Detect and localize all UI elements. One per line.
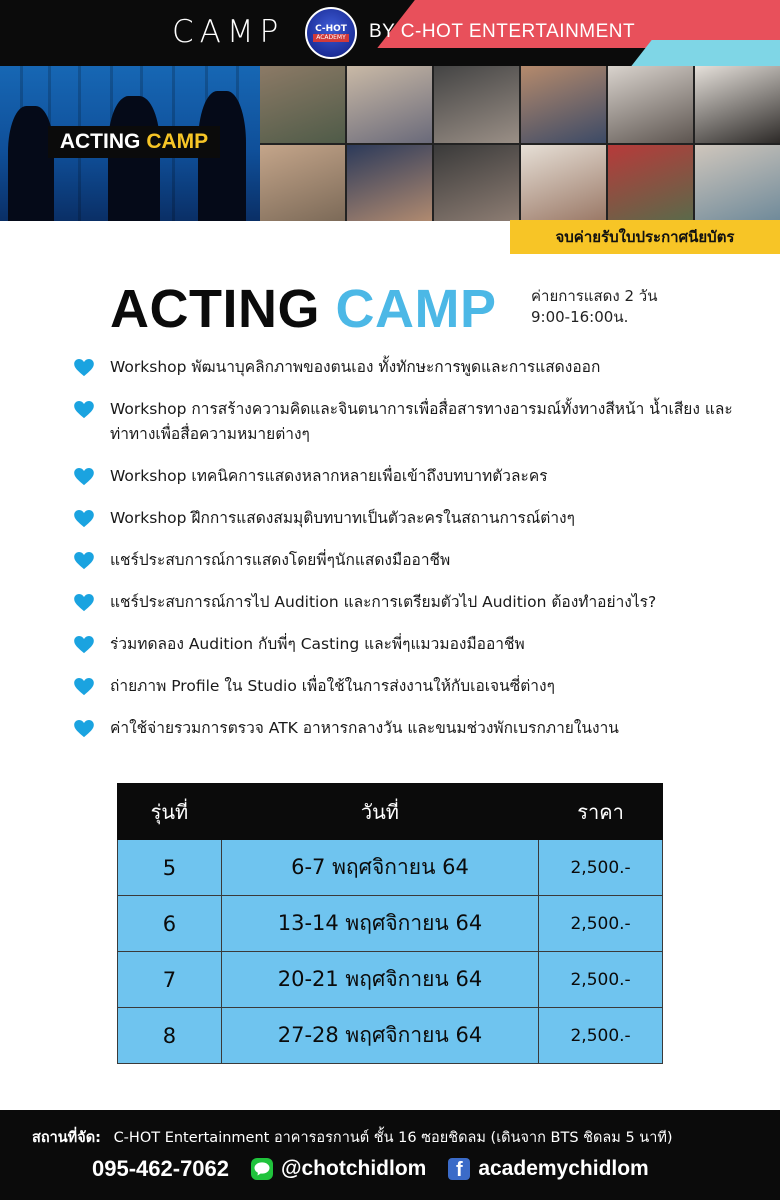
list-item xyxy=(72,632,752,657)
list-item xyxy=(72,397,752,447)
photo-collage xyxy=(260,66,780,221)
list-item xyxy=(72,590,752,615)
table-row xyxy=(118,952,663,1008)
cell-price: 2,500.- xyxy=(539,1008,663,1064)
cell-price: 2,500.- xyxy=(539,952,663,1008)
heart-icon xyxy=(74,468,94,486)
cell-batch: 5 xyxy=(118,840,222,896)
header-date: วันที่ xyxy=(221,784,538,840)
camp-hours: 9:00-16:00น. xyxy=(531,308,629,326)
workshop-list xyxy=(72,355,752,758)
line-handle-link[interactable]: @chotchidlom xyxy=(281,1157,427,1180)
venue-location xyxy=(32,1126,673,1149)
title-word-camp: CAMP xyxy=(335,279,497,339)
table-row xyxy=(118,1008,663,1064)
collage-photo xyxy=(347,66,432,143)
title-word-acting: ACTING xyxy=(110,279,320,339)
heart-icon xyxy=(74,359,94,377)
collage-photo xyxy=(608,66,693,143)
cell-date: 27-28 พฤศจิกายน 64 xyxy=(221,1008,538,1064)
table-row xyxy=(118,896,663,952)
acting-tag-yellow: CAMP xyxy=(146,130,209,153)
collage-photo xyxy=(260,66,345,143)
collage-photo xyxy=(608,145,693,222)
logo-text: C-HOT xyxy=(315,24,347,34)
heart-icon xyxy=(74,678,94,696)
camp-duration-info xyxy=(531,286,657,328)
heart-icon xyxy=(74,401,94,419)
cell-date: 13-14 พฤศจิกายน 64 xyxy=(221,896,538,952)
heart-icon xyxy=(74,552,94,570)
bullet-text: Workshop เทคนิคการแสดงหลากหลายเพื่อเข้าถึงบทบาทตัวละคร xyxy=(110,467,548,485)
facebook-icon: f xyxy=(448,1158,470,1180)
collage-photo xyxy=(260,145,345,222)
heart-icon xyxy=(74,594,94,612)
collage-photo xyxy=(347,145,432,222)
cell-date: 6-7 พฤศจิกายน 64 xyxy=(221,840,538,896)
collage-photo xyxy=(521,66,606,143)
schedule-table xyxy=(117,783,663,1064)
table-row xyxy=(118,840,663,896)
camp-duration: ค่ายการแสดง 2 วัน xyxy=(531,287,658,305)
list-item xyxy=(72,464,752,489)
collage-photo xyxy=(695,145,780,222)
collage-photo xyxy=(521,145,606,222)
bullet-text: Workshop ฝึกการแสดงสมมุติบทบาทเป็นตัวละครในสถานการณ์ต่างๆ xyxy=(110,509,575,527)
header-batch: รุ่นที่ xyxy=(118,784,222,840)
facebook-handle-link[interactable]: academychidlom xyxy=(478,1157,649,1180)
header-byline: BY C-HOT ENTERTAINMENT xyxy=(369,21,636,42)
cell-batch: 6 xyxy=(118,896,222,952)
list-item xyxy=(72,355,752,380)
logo-subtext: ACADEMY xyxy=(313,34,349,42)
certificate-badge: จบค่ายรับใบประกาศนียบัตร xyxy=(510,220,780,254)
heart-icon xyxy=(74,720,94,738)
header-cyan-stripe xyxy=(628,40,780,66)
list-item xyxy=(72,506,752,531)
bullet-text: ร่วมทดลอง Audition กับพี่ๆ Casting และพี่ๆแมวมองมืออาชีพ xyxy=(110,635,525,653)
photo-banner xyxy=(0,66,780,221)
cell-price: 2,500.- xyxy=(539,896,663,952)
cell-batch: 7 xyxy=(118,952,222,1008)
cell-price: 2,500.- xyxy=(539,840,663,896)
footer xyxy=(0,1110,780,1200)
cell-date: 20-21 พฤศจิกายน 64 xyxy=(221,952,538,1008)
collage-photo xyxy=(695,66,780,143)
header-price: ราคา xyxy=(539,784,663,840)
contact-row xyxy=(92,1156,649,1182)
header-camp-word: CAMP xyxy=(172,14,285,50)
bullet-text: ถ่ายภาพ Profile ใน Studio เพื่อใช้ในการส่งงานให้กับเอเจนซี่ต่างๆ xyxy=(110,677,555,695)
collage-photo xyxy=(434,66,519,143)
stage-silhouette-image xyxy=(0,66,260,221)
bullet-text: ค่าใช้จ่ายรวมการตรวจ ATK อาหารกลางวัน และขนมช่วงพักเบรกภายในงาน xyxy=(110,719,619,737)
heart-icon xyxy=(74,510,94,528)
collage-photo xyxy=(434,145,519,222)
header-band xyxy=(0,0,780,66)
heart-icon xyxy=(74,636,94,654)
bullet-text: แชร์ประสบการณ์การแสดงโดยพี่ๆนักแสดงมืออาชีพ xyxy=(110,551,451,569)
acting-tag-white: ACTING xyxy=(59,130,141,153)
list-item xyxy=(72,674,752,699)
table-header-row xyxy=(118,784,663,840)
cell-batch: 8 xyxy=(118,1008,222,1064)
bullet-text: Workshop พัฒนาบุคลิกภาพของตนเอง ทั้งทักษะการพูดและการแสดงออก xyxy=(110,358,601,376)
bullet-text: Workshop การสร้างความคิดและจินตนาการเพื่อสื่อสารทางอารมณ์ทั้งทางสีหน้า น้ำเสียง และท่าทางเพื่อสื่อความหมายต่างๆ xyxy=(110,400,733,443)
line-icon xyxy=(251,1158,273,1180)
phone-number[interactable]: 095-462-7062 xyxy=(92,1156,230,1181)
list-item xyxy=(72,716,752,741)
c-hot-academy-logo xyxy=(305,7,357,59)
page-title xyxy=(110,279,497,339)
location-label: สถานที่จัด: xyxy=(32,1130,101,1146)
acting-camp-tag xyxy=(48,126,220,158)
bullet-text: แชร์ประสบการณ์การไป Audition และการเตรียมตัวไป Audition ต้องทำอย่างไร? xyxy=(110,593,657,611)
location-text: C-HOT Entertainment อาคารอรกานต์ ชั้น 16 ซอยชิดลม (เดินจาก BTS ชิดลม 5 นาที) xyxy=(113,1130,673,1146)
list-item xyxy=(72,548,752,573)
